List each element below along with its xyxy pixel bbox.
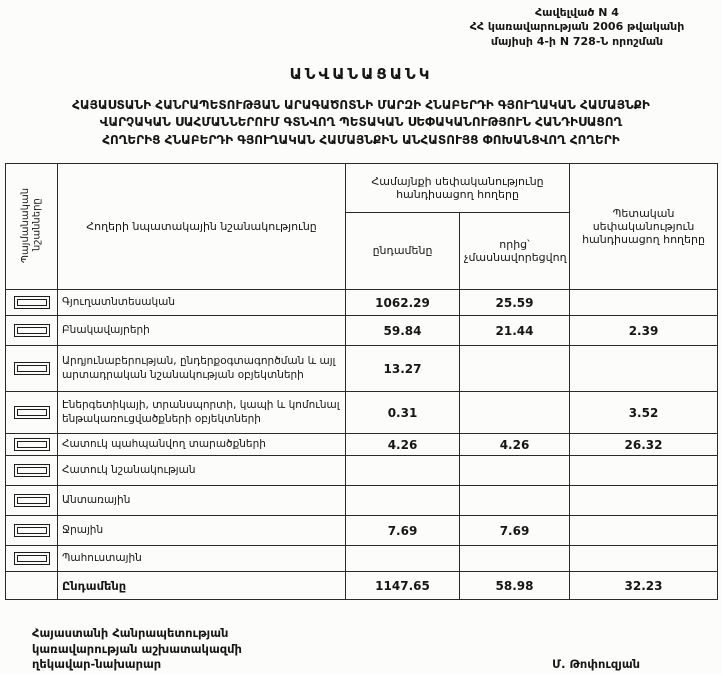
subtitle-line-2: ՎԱՐՉԱԿԱՆ ՍԱՀՄԱՆՆԵՐՈՒՄ ԳՏՆՎՈՂ ՊԵՏԱԿԱՆ ՍԵՓԱԿԱՆՈՒԹՅՈՒՆ ՀԱՆԴԻՍԱՑՈՂ — [99, 115, 623, 130]
state-value: 3.52 — [570, 392, 718, 434]
legend-swatch-icon — [14, 552, 50, 565]
legend-swatch-icon — [14, 494, 50, 507]
annex-line-1: Հավելված N 4 — [535, 6, 619, 19]
state-value: 2.39 — [570, 316, 718, 346]
land-table — [5, 163, 718, 600]
total-row-label: Ընդամենը — [58, 572, 346, 600]
column-header-total: ընդամենը — [346, 212, 460, 289]
purpose-cell: Հատուկ պահպանվող տարածքների — [58, 434, 346, 456]
column-header-symbols — [6, 164, 58, 290]
symbol-cell — [6, 290, 58, 316]
table-row — [6, 546, 718, 572]
total-value: 1062.29 — [346, 290, 460, 316]
table-row — [6, 346, 718, 392]
column-header-community: Համայնքի սեփականությունը հանդիսացող հողերը — [346, 164, 570, 213]
nonprivatized-value — [460, 346, 570, 392]
document-subtitle — [0, 97, 722, 149]
signature-line-1: Հայաստանի Հանրապետության — [32, 626, 229, 641]
subtitle-line-3: ՀՈՂԵՐԻՑ ՀՆԱԲԵՐԴԻ ԳՅՈՒՂԱԿԱՆ ՀԱՄԱՅՆՔԻՆ ԱՆՀԱՏՈՒՅՑ ՓՈԽԱՆՑՎՈՂ ՀՈՂԵՐԻ — [102, 132, 620, 147]
purpose-cell: Ջրային — [58, 516, 346, 546]
document-title: ԱՆՎԱՆԱՑԱՆԿ — [289, 64, 433, 83]
grand-nonprivatized-value: 58.98 — [460, 572, 570, 600]
grand-state-value: 32.23 — [570, 572, 718, 600]
state-value — [570, 516, 718, 546]
table-total-row — [6, 572, 718, 600]
symbol-cell — [6, 456, 58, 486]
document-footer — [32, 626, 712, 673]
total-value — [346, 546, 460, 572]
annex-line-3: մայիսի 4-ի N 728-Ն որոշման — [490, 34, 664, 48]
state-value — [570, 290, 718, 316]
nonprivatized-value — [460, 392, 570, 434]
legend-swatch-icon — [14, 524, 50, 537]
nonprivatized-value — [460, 546, 570, 572]
table-row — [6, 456, 718, 486]
table-row — [6, 316, 718, 346]
symbol-cell — [6, 486, 58, 516]
total-value — [346, 456, 460, 486]
symbol-cell — [6, 516, 58, 546]
purpose-cell: Գյուղատնտեսական — [58, 290, 346, 316]
state-value — [570, 546, 718, 572]
table-row — [6, 434, 718, 456]
nonprivatized-value — [460, 486, 570, 516]
symbol-cell-empty — [6, 572, 58, 600]
total-value: 13.27 — [346, 346, 460, 392]
state-value — [570, 456, 718, 486]
legend-swatch-icon — [14, 296, 50, 309]
nonprivatized-value: 7.69 — [460, 516, 570, 546]
purpose-cell: Բնակավայրերի — [58, 316, 346, 346]
legend-swatch-icon — [14, 362, 50, 375]
purpose-cell: Արդյունաբերության, ընդերքօգտագործման և այլ արտադրական նշանակության օբյեկտների — [58, 346, 346, 392]
column-header-nonprivatized: որից՝ չմասնավորեցվող — [460, 212, 570, 289]
nonprivatized-value: 21.44 — [460, 316, 570, 346]
state-value — [570, 346, 718, 392]
purpose-cell: Պահուստային — [58, 546, 346, 572]
nonprivatized-value: 4.26 — [460, 434, 570, 456]
column-header-symbols-label: Պայմանական նշանները — [20, 187, 43, 263]
nonprivatized-value — [460, 456, 570, 486]
table-row — [6, 486, 718, 516]
total-value: 59.84 — [346, 316, 460, 346]
total-value: 4.26 — [346, 434, 460, 456]
legend-swatch-icon — [14, 324, 50, 337]
table-row — [6, 290, 718, 316]
signature-line-2: կառավարության աշխատակազմի — [32, 641, 242, 656]
nonprivatized-value: 25.59 — [460, 290, 570, 316]
symbol-cell — [6, 392, 58, 434]
annex-line-2: ՀՀ կառավարության 2006 թվականի — [469, 20, 685, 34]
symbol-cell — [6, 434, 58, 456]
symbol-cell — [6, 316, 58, 346]
state-value — [570, 486, 718, 516]
purpose-cell: Էներգետիկայի, տրանսպորտի, կապի և կոմունալ ենթակառուցվածքների օբյեկտների — [58, 392, 346, 434]
subtitle-line-1: ՀԱՅԱՍՏԱՆԻ ՀԱՆՐԱՊԵՏՈՒԹՅԱՆ ԱՐԱԳԱԾՈՏՆԻ ՄԱՐԶԻ ՀՆԱԲԵՐԴԻ ԳՅՈՒՂԱԿԱՆ ՀԱՄԱՅՆՔԻ — [72, 97, 650, 112]
total-value — [346, 486, 460, 516]
legend-swatch-icon — [14, 406, 50, 419]
symbol-cell — [6, 546, 58, 572]
state-value: 26.32 — [570, 434, 718, 456]
legend-swatch-icon — [14, 438, 50, 451]
grand-total-value: 1147.65 — [346, 572, 460, 600]
purpose-cell: Հատուկ նշանակության — [58, 456, 346, 486]
symbol-cell — [6, 346, 58, 392]
legend-swatch-icon — [14, 464, 50, 477]
annex-header — [442, 0, 712, 49]
column-header-purpose: Հողերի նպատակային նշանակությունը — [58, 164, 346, 290]
signature-line-3: ղեկավար-նախարար — [32, 657, 162, 672]
purpose-cell: Անտառային — [58, 486, 346, 516]
signature-title-block — [32, 626, 242, 673]
signatory-name: Մ. Թոփուզյան — [552, 657, 640, 672]
table-row — [6, 392, 718, 434]
total-value: 7.69 — [346, 516, 460, 546]
table-row — [6, 516, 718, 546]
total-value: 0.31 — [346, 392, 460, 434]
table-header-row-top — [6, 164, 718, 213]
column-header-state: Պետական սեփականություն հանդիսացող հողերը — [570, 164, 718, 290]
